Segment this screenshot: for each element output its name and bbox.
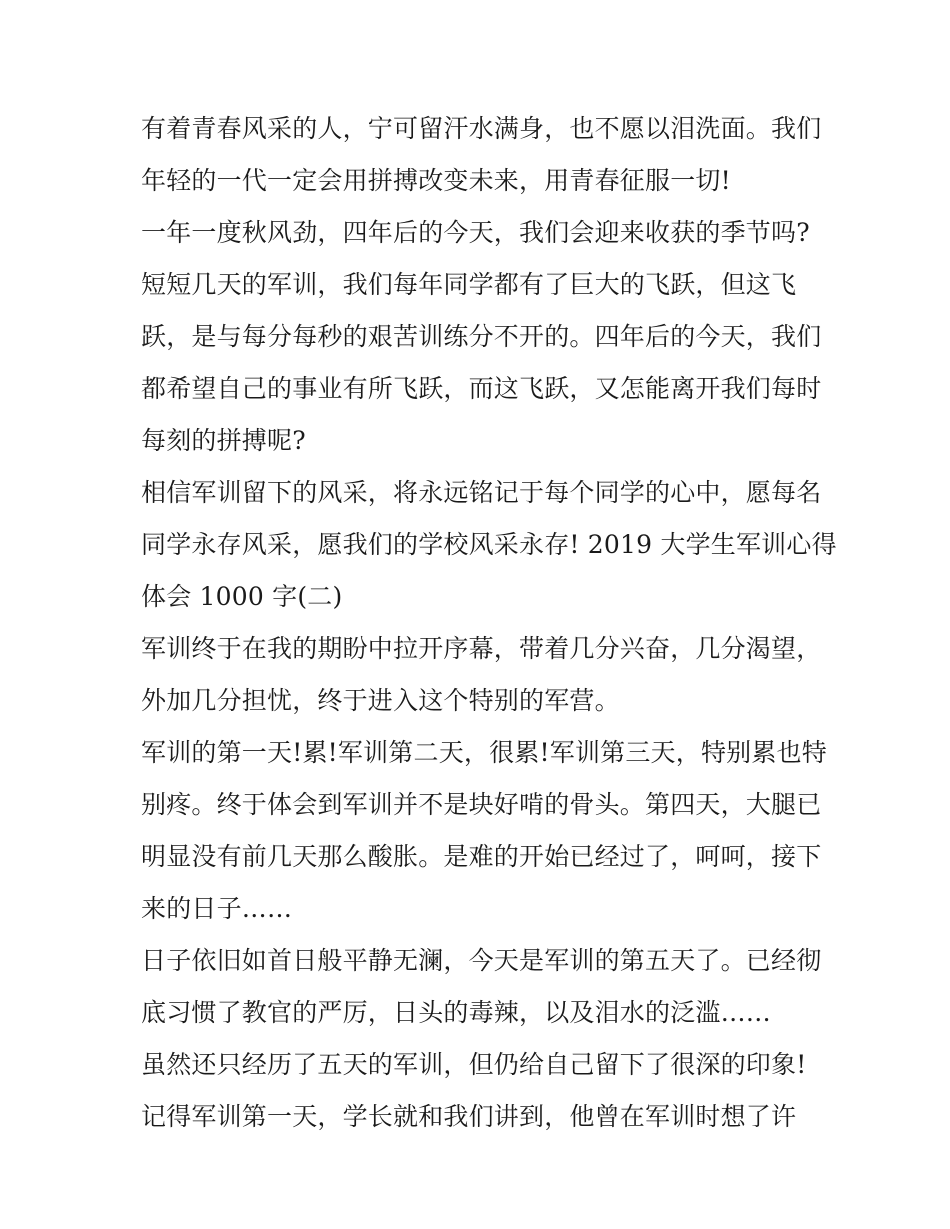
text-line: 记得军训第一天，学长就和我们讲到，他曾在军训时想了许 xyxy=(141,1102,797,1131)
text-line: 虽然还只经历了五天的军训，但仍给自己留下了很深的印象! xyxy=(141,1050,807,1079)
text-line: 短短几天的军训，我们每年同学都有了巨大的飞跃，但这飞 xyxy=(141,270,797,299)
text-line: 都希望自己的事业有所飞跃，而这飞跃，又怎能离开我们每时 xyxy=(141,374,822,403)
text-line: 相信军训留下的风采，将永远铭记于每个同学的心中，愿每名 xyxy=(141,478,822,507)
text-line: 军训的第一天!累!军训第二天，很累!军训第三天，特别累也特 xyxy=(141,738,827,767)
text-line: 年轻的一代一定会用拼搏改变未来，用青春征服一切! xyxy=(141,166,731,195)
text-line: 别疼。终于体会到军训并不是块好啃的骨头。第四天，大腿已 xyxy=(141,790,822,819)
text-line: 底习惯了教官的严厉，日头的毒辣，以及泪水的泛滥…… xyxy=(141,998,772,1027)
text-line: 来的日子…… xyxy=(141,894,293,923)
text-line: 体会 1000 字(二) xyxy=(141,582,343,611)
text-line: 跃，是与每分每秒的艰苦训练分不开的。四年后的今天，我们 xyxy=(141,322,822,351)
text-line: 日子依旧如首日般平静无澜，今天是军训的第五天了。已经彻 xyxy=(141,946,822,975)
text-line: 明显没有前几天那么酸胀。是难的开始已经过了，呵呵，接下 xyxy=(141,842,822,871)
document-body xyxy=(141,103,837,1143)
text-line: 同学永存风采，愿我们的学校风采永存! 2019 大学生军训心得 xyxy=(141,530,837,559)
text-line: 一年一度秋风劲，四年后的今天，我们会迎来收获的季节吗? xyxy=(141,218,810,247)
text-line: 每刻的拼搏呢? xyxy=(141,426,306,455)
text-line: 有着青春风采的人，宁可留汗水满身，也不愿以泪洗面。我们 xyxy=(141,114,822,143)
text-line: 外加几分担忧，终于进入这个特别的军营。 xyxy=(141,686,620,715)
text-line: 军训终于在我的期盼中拉开序幕，带着几分兴奋，几分渴望， xyxy=(141,634,822,663)
